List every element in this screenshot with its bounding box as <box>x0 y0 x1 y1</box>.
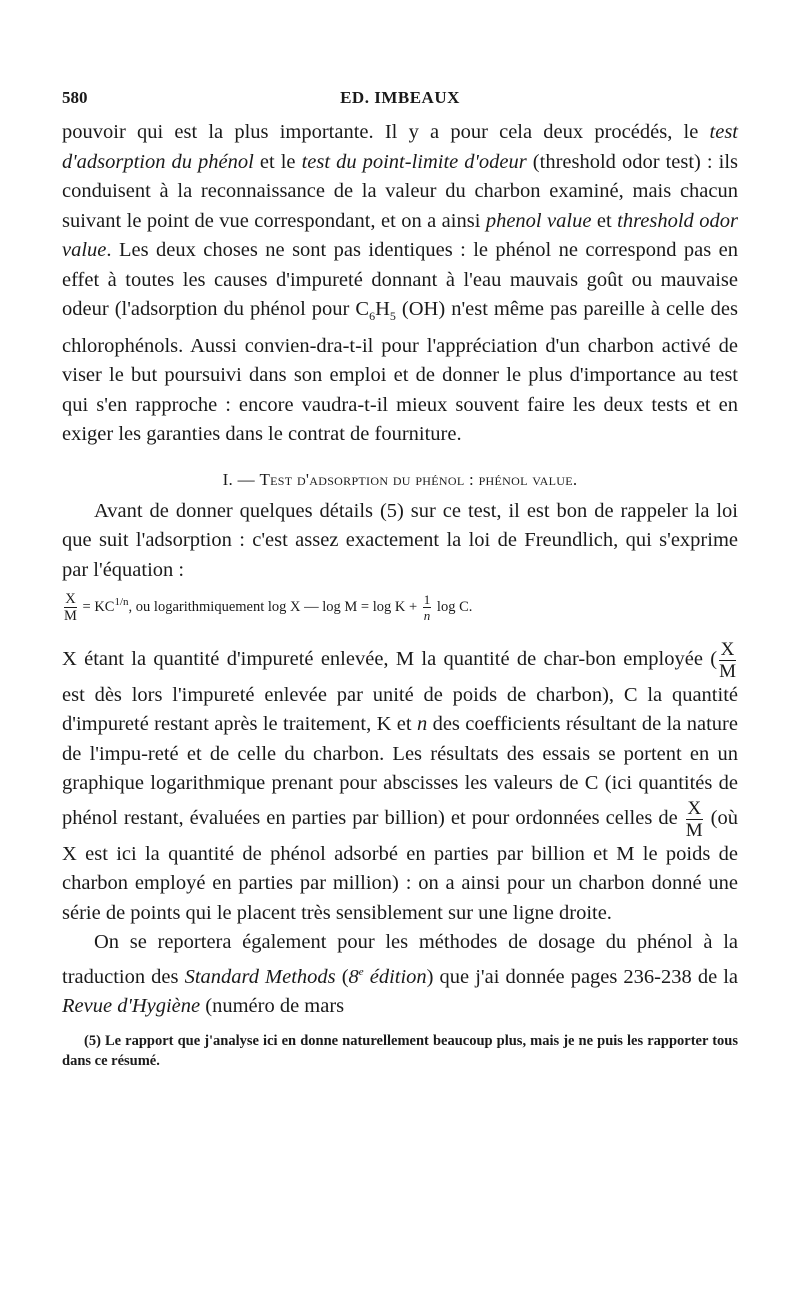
fraction-x-over-m: $\frac{X}{M}$ <box>64 590 77 625</box>
section-heading: I. — Test d'adsorption du phénol : phénol value. <box>222 469 578 489</box>
freundlich-equation: $\frac{X}{M}$ = $KC^{1/n}$, ou logarithmiquement log X — log M = log K + $\frac{1}{n}$ log C. <box>64 590 473 625</box>
document-page <box>62 88 738 1071</box>
fraction-x-over-m-inline: $\frac{X}{M}$ <box>719 638 736 682</box>
paragraph-3: X étant la quantité d'impureté enlevée, M la quantité de char-bon employée ( $\frac{X}{M}$ est dès lors l'impureté enlevée par unité de poids de charbon), C la quantité d'impureté restant après le traitement, K et n des coefficients résultant de la nature de l'impu-reté et de celle du charbon. Les résultats des essais se portent en un graphique logarithmique prenant pour abscisses les valeurs de C (ici quantités de phénol restant, évaluées en parties par billion) et pour ordonnées celles de $\frac{X}{M}$ (où X est ici la quantité de phénol adsorbé en parties par billion et M le poids de charbon employé en parties par million) : on a ainsi pour un charbon donné une série de points qui le placent très sensiblement sur une ligne droite. <box>62 638 739 924</box>
footnote: (5) Le rapport que j'analyse ici en donne naturellement beaucoup plus, mais je ne puis les rapporter tous dans ce résumé. <box>62 1033 738 1070</box>
page-header <box>62 88 738 118</box>
running-title: ED. IMBEAUX <box>340 88 460 107</box>
paragraph-2: Avant de donner quelques détails (5) sur ce test, il est bon de rappeler la loi que suit l'adsorption : c'est assez exactement la loi de Freundlich, qui s'exprime par l'équation : <box>62 499 738 581</box>
page-number: 580 <box>62 88 88 107</box>
paragraph-4: On se reportera également pour les méthodes de dosage du phénol à la traduction des Standard Methods (8e édition) que j'ai donnée pages 236-238 de la Revue d'Hygiène (numéro de mars <box>62 931 739 1017</box>
paragraph-1: pouvoir qui est la plus importante. Il y a pour cela deux procédés, le test d'adsorption du phénol et le test du point-limite d'odeur (threshold odor test) : ils conduisent à la reconnaissance de la valeur du charbon examiné, mais chacun suivant le point de vue correspondant, et on a ainsi phenol value et threshold odor value. Les deux choses ne sont pas identiques : le phénol ne correspond pas en effet à toutes les causes d'impureté donnant à l'eau mauvais goût ou mauvaise odeur (l'adsorption du phénol pour $C_6H_5$ (OH) n'est même pas pareille à celle des chlorophénols. Aussi convien-dra-t-il pour l'appréciation d'un charbon activé de viser le but poursuivi dans son emploi et de donner le plus d'importance au test qui s'en rapproche : encore vaudra-t-il mieux souvent faire les deux tests et en exiger les garanties dans le contrat de fourniture. <box>62 121 739 446</box>
fraction-one-over-n: $\frac{1}{n}$ <box>423 592 431 624</box>
fraction-x-over-m-inline-2: $\frac{X}{M}$ <box>685 797 703 841</box>
